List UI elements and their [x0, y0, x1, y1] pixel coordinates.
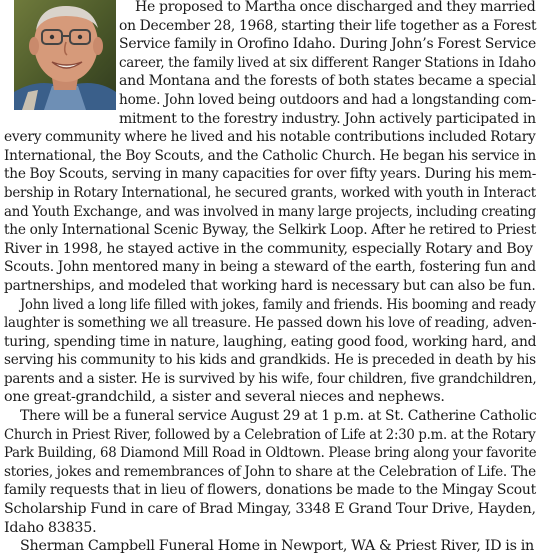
text-line: Scouts. John mentored many in being a steward of the earth, fostering fun and [4, 259, 536, 276]
text-line: bership in Rotary International, he secured grants, worked with youth in Interact [4, 184, 536, 201]
text-line: River in 1998, he stayed active in the community, especially Rotary and Boy [4, 240, 533, 257]
text-line: and Montana and the forests of both states became a special [119, 73, 537, 90]
text-line: Scholarship Fund in care of Brad Mingay, 3348 E Grand Tour Drive, Hayden, [4, 501, 536, 518]
text-line: one great-grandchild, a sister and several nieces and nephews. [4, 389, 445, 406]
text-line: serving his community to his kids and grandkids. He is preceded in death by his [4, 352, 536, 369]
text-line: on December 28, 1968, starting their life together as a Forest [119, 17, 537, 34]
text-line: career, the family lived at six different Ranger Stations in Idaho [119, 54, 536, 71]
text-line: mitment to the forestry industry. John actively participated in [119, 110, 536, 127]
text-line: John lived a long life filled with jokes, family and friends. His booming and ready [20, 296, 536, 313]
text-line: International, the Boy Scouts, and the Catholic Church. He began his service in [4, 147, 536, 164]
text-line: Church in Priest River, followed by a Celebration of Life at 2:30 p.m. at the Rotary [4, 426, 536, 443]
text-line: and Youth Exchange, and was involved in many large projects, including creating [4, 203, 537, 220]
text-line: laughter is something we all treasure. He passed down his love of reading, adven- [4, 315, 537, 332]
text-line: partnerships, and modeled that working hard is necessary but can also be fun. [4, 277, 536, 294]
text-line: family requests that in lieu of flowers, donations be made to the Mingay Scout [4, 482, 537, 499]
text-line: Park Building, 68 Diamond Mill Road in Oldtown. Please bring along your favorite [4, 445, 537, 462]
text-line: Sherman Campbell Funeral Home in Newport, WA & Priest River, ID is in [20, 538, 534, 555]
text-line: the Boy Scouts, serving in many capacities for over fifty years. During his mem- [4, 166, 537, 183]
text-line: turing, spending time in nature, laughing, eating good food, working hard, and [4, 333, 537, 350]
text-line: He proposed to Martha once discharged and they married [135, 0, 536, 15]
text-line: Idaho 83835. [4, 519, 97, 536]
text-line: every community where he lived and his notable contributions included Rotary [4, 129, 536, 146]
text-line: There will be a funeral service August 29 at 1 p.m. at St. Catherine Catholic [20, 408, 537, 425]
text-line: home. John loved being outdoors and had a longstanding com- [119, 91, 536, 108]
text-line: stories, jokes and remembrances of John to share at the Celebration of Life. The [4, 463, 537, 480]
text-line: Service family in Orofino Idaho. During John’s Forest Service [119, 36, 536, 53]
text-line: parents and a sister. He is survived by his wife, four children, five grandchildren, [4, 370, 537, 387]
text-line: the only International Scenic Byway, the Selkirk Loop. After he retired to Priest [4, 222, 536, 239]
